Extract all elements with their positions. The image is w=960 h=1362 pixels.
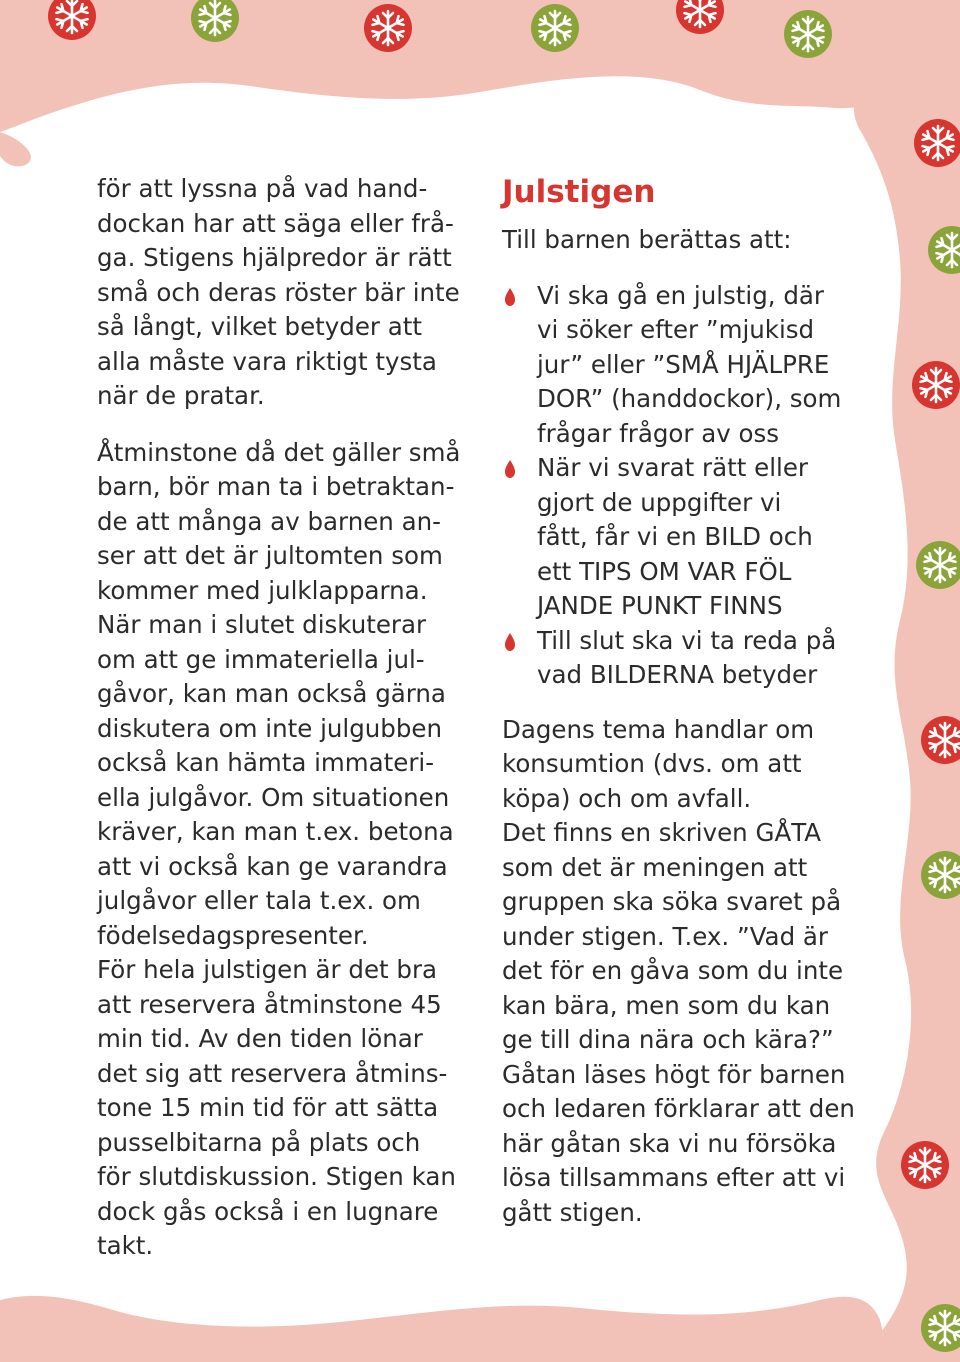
text-line: julgåvor eller tala t.ex. om xyxy=(97,886,421,915)
text-line: När man i slutet diskuterar xyxy=(97,610,427,639)
text-line: också kan hämta immateri- xyxy=(97,748,435,777)
text-line: Det finns en skriven GÅTA xyxy=(502,818,822,847)
text-line: kan bära, men som du kan xyxy=(502,990,831,1020)
text-line: ella julgåvor. Om situationen xyxy=(97,782,450,812)
paragraph-gap xyxy=(97,414,487,436)
text-line: kommer med julklapparna. xyxy=(97,575,428,605)
text-line: om att ge immateriella jul- xyxy=(97,644,425,674)
bullet-list xyxy=(502,279,882,693)
text-line: det sig att reservera åtmins- xyxy=(97,1058,448,1088)
text-line: fått, får vi en BILD och xyxy=(537,522,813,551)
text-line: här gåtan ska vi nu försöka xyxy=(502,1128,837,1158)
bullet-drop-icon xyxy=(502,633,518,651)
bottom-blob xyxy=(0,1296,890,1362)
text-line: pusselbitarna på plats och xyxy=(97,1127,421,1157)
text-line: Vi ska gå en julstig, där xyxy=(537,280,824,310)
text-line: under stigen. T.ex. ”Vad är xyxy=(502,921,829,951)
text-line: så långt, vilket betyder att xyxy=(97,312,422,341)
snowflake-red-icon xyxy=(912,361,960,409)
text-line: alla måste vara riktigt tysta xyxy=(97,346,437,376)
text-line: som det är meningen att xyxy=(502,852,808,882)
text-line: dockan har att säga eller frå- xyxy=(97,208,454,238)
text-line: födelsedagspresenter. xyxy=(97,920,369,950)
snowflake-red-icon xyxy=(901,1141,949,1189)
text-line: ga. Stigens hjälpredor är rätt xyxy=(97,243,452,272)
left-column xyxy=(97,172,487,1264)
text-line: jur” eller ”SMÅ HJÄLPRE xyxy=(537,349,830,379)
right-paragraph xyxy=(502,713,882,1231)
bullet-item xyxy=(502,624,882,693)
text-line: kräver, kan man t.ex. betona xyxy=(97,817,454,846)
text-line: för att lyssna på vad hand- xyxy=(97,174,428,203)
text-line: frågar frågor av oss xyxy=(537,418,780,448)
text-line: vad BILDERNA betyder xyxy=(537,660,818,689)
text-line: små och deras röster bär inte xyxy=(97,277,460,307)
text-line: köpa) och om avfall. xyxy=(502,783,752,813)
right-column xyxy=(502,172,882,1230)
text-line: tone 15 min tid för att sätta xyxy=(97,1093,439,1122)
text-line: ser att det är jultomten som xyxy=(97,541,443,570)
text-line: de att många av barnen an- xyxy=(97,506,441,536)
text-line: Dagens tema handlar om xyxy=(502,714,815,744)
text-line: ett TIPS OM VAR FÖL xyxy=(537,556,792,586)
text-line: för slutdiskussion. Stigen kan xyxy=(97,1162,456,1191)
text-line: barn, bör man ta i betraktan- xyxy=(97,472,455,501)
snowflake-red-icon xyxy=(364,4,412,52)
text-line: när de pratar. xyxy=(97,381,265,410)
paragraph-gap xyxy=(502,693,882,713)
text-line: min tid. Av den tiden lönar xyxy=(97,1024,423,1053)
snowflake-red-icon xyxy=(914,119,960,167)
text-line: ge till dina nära och kära?” xyxy=(502,1025,834,1054)
text-line: takt. xyxy=(97,1231,154,1260)
left-paragraph-1 xyxy=(97,172,487,414)
text-line: konsumtion (dvs. om att xyxy=(502,749,802,778)
text-line: DOR” (handdockor), som xyxy=(537,384,842,413)
text-line: Till slut ska vi ta reda på xyxy=(537,625,837,655)
text-line: gjort de uppgifter vi xyxy=(537,487,782,517)
text-line: lösa tillsammans efter att vi xyxy=(502,1163,846,1192)
text-line: att vi också kan ge varandra xyxy=(97,851,448,881)
text-line: vi söker efter ”mjukisd xyxy=(537,315,815,344)
text-line: gruppen ska söka svaret på xyxy=(502,887,842,916)
section-heading: Julstigen xyxy=(502,174,656,210)
text-line: att reservera åtminstone 45 xyxy=(97,989,442,1019)
intro-line: Till barnen berättas att: xyxy=(502,225,792,254)
text-line: Gåtan läses högt för barnen xyxy=(502,1059,846,1089)
text-line: diskutera om inte julgubben xyxy=(97,713,443,743)
snowflake-green-icon xyxy=(784,10,832,58)
snowflake-green-icon xyxy=(531,4,579,52)
bullet-drop-icon xyxy=(502,288,518,306)
left-paragraph-2 xyxy=(97,436,487,1264)
text-line: gått stigen. xyxy=(502,1197,643,1227)
bullet-item xyxy=(502,451,882,624)
text-line: JANDE PUNKT FINNS xyxy=(537,591,783,620)
text-line: För hela julstigen är det bra xyxy=(97,955,438,984)
text-line: När vi svarat rätt eller xyxy=(537,453,808,482)
bullet-drop-icon xyxy=(502,460,518,478)
bullet-item xyxy=(502,279,882,452)
text-line: Åtminstone då det gäller små xyxy=(97,437,461,467)
top-blob-drip xyxy=(0,132,31,166)
text-line: dock gås också i en lugnare xyxy=(97,1196,439,1226)
text-line: gåvor, kan man också gärna xyxy=(97,679,446,708)
text-line: och ledaren förklarar att den xyxy=(502,1094,855,1123)
text-line: det för en gåva som du inte xyxy=(502,956,844,985)
